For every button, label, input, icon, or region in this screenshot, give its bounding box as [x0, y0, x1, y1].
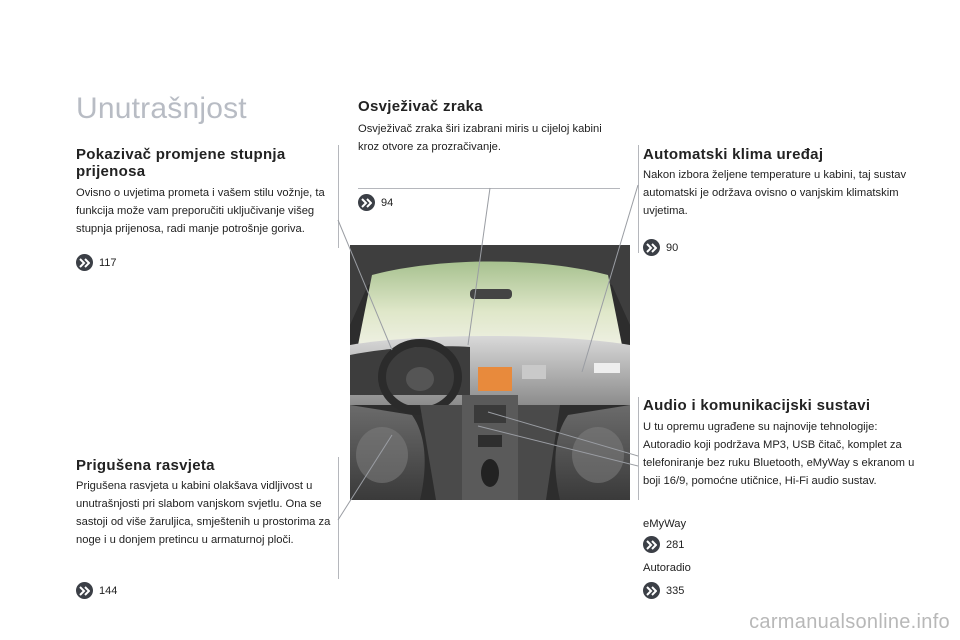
- divider-line: [338, 457, 339, 579]
- audio-heading: Audio i komunikacijski sustavi: [643, 397, 871, 414]
- page-number: 144: [99, 584, 118, 597]
- divider-line: [638, 145, 639, 253]
- page-reference-arrow-icon: [643, 536, 660, 553]
- divider-line: [358, 188, 620, 189]
- watermark: carmanualsonline.info: [749, 611, 950, 633]
- dimmed-lighting-heading: Prigušena rasvjeta: [76, 457, 215, 474]
- climate-control-text: Nakon izbora željene temperature u kabini, taj sustav automatski je održava ovisno o vanjskim klimatskim uvjetima.: [643, 169, 907, 217]
- dimmed-lighting-page-ref[interactable]: [76, 582, 117, 599]
- air-freshener-page-ref[interactable]: [358, 194, 393, 211]
- air-freshener-text: Osvježivač zraka širi izabrani miris u cijeloj kabini kroz otvore za prozračivanje.: [358, 123, 602, 153]
- air-freshener-heading: Osvježivač zraka: [358, 98, 483, 115]
- car-interior-image: [350, 245, 630, 500]
- page-title: Unutrašnjost: [76, 92, 247, 125]
- autoradio-page-ref[interactable]: [643, 582, 684, 599]
- page-reference-arrow-icon: [643, 239, 660, 256]
- dimmed-lighting-text: Prigušena rasvjeta u kabini olakšava vidljivost u unutrašnjosti pri slabom vanjskom svjetlu. Ona se sastoji od više žaruljica, smještenih u prostorima za noge i u donjem pretincu u armaturnoj ploči.: [76, 480, 331, 546]
- autoradio-label: Autoradio: [643, 562, 691, 574]
- page-number: 94: [381, 196, 394, 209]
- page-reference-arrow-icon: [643, 582, 660, 599]
- page-reference-arrow-icon: [358, 194, 375, 211]
- gear-indicator-text: Ovisno o uvjetima prometa i vašem stilu vožnje, ta funkcija može vam preporučiti uključivanje višeg stupnja prijenosa, radi manje potrošnje goriva.: [76, 187, 325, 235]
- audio-text: U tu opremu ugrađene su najnovije tehnologije: Autoradio koji podržava MP3, USB čitač, komplet za telefoniranje bez ruku Bluetooth, eMyWay s ekranom u boji 16/9, pomoćne utičnice, Hi-Fi audio sustav.: [643, 421, 915, 487]
- gear-indicator-heading: Pokazivač promjene stupnja prijenosa: [76, 146, 286, 180]
- emyway-label: eMyWay: [643, 518, 687, 530]
- page-number: 281: [666, 538, 685, 551]
- climate-control-page-ref[interactable]: [643, 239, 678, 256]
- gear-indicator-page-ref[interactable]: [76, 254, 117, 271]
- emyway-page-ref[interactable]: [643, 536, 684, 553]
- divider-line: [338, 145, 339, 248]
- page-number: 117: [99, 256, 117, 269]
- page-reference-arrow-icon: [76, 582, 93, 599]
- page-number: 90: [666, 241, 679, 254]
- divider-line: [638, 397, 639, 500]
- climate-control-heading: Automatski klima uređaj: [643, 146, 824, 163]
- page-reference-arrow-icon: [76, 254, 93, 271]
- page-number: 335: [666, 584, 685, 597]
